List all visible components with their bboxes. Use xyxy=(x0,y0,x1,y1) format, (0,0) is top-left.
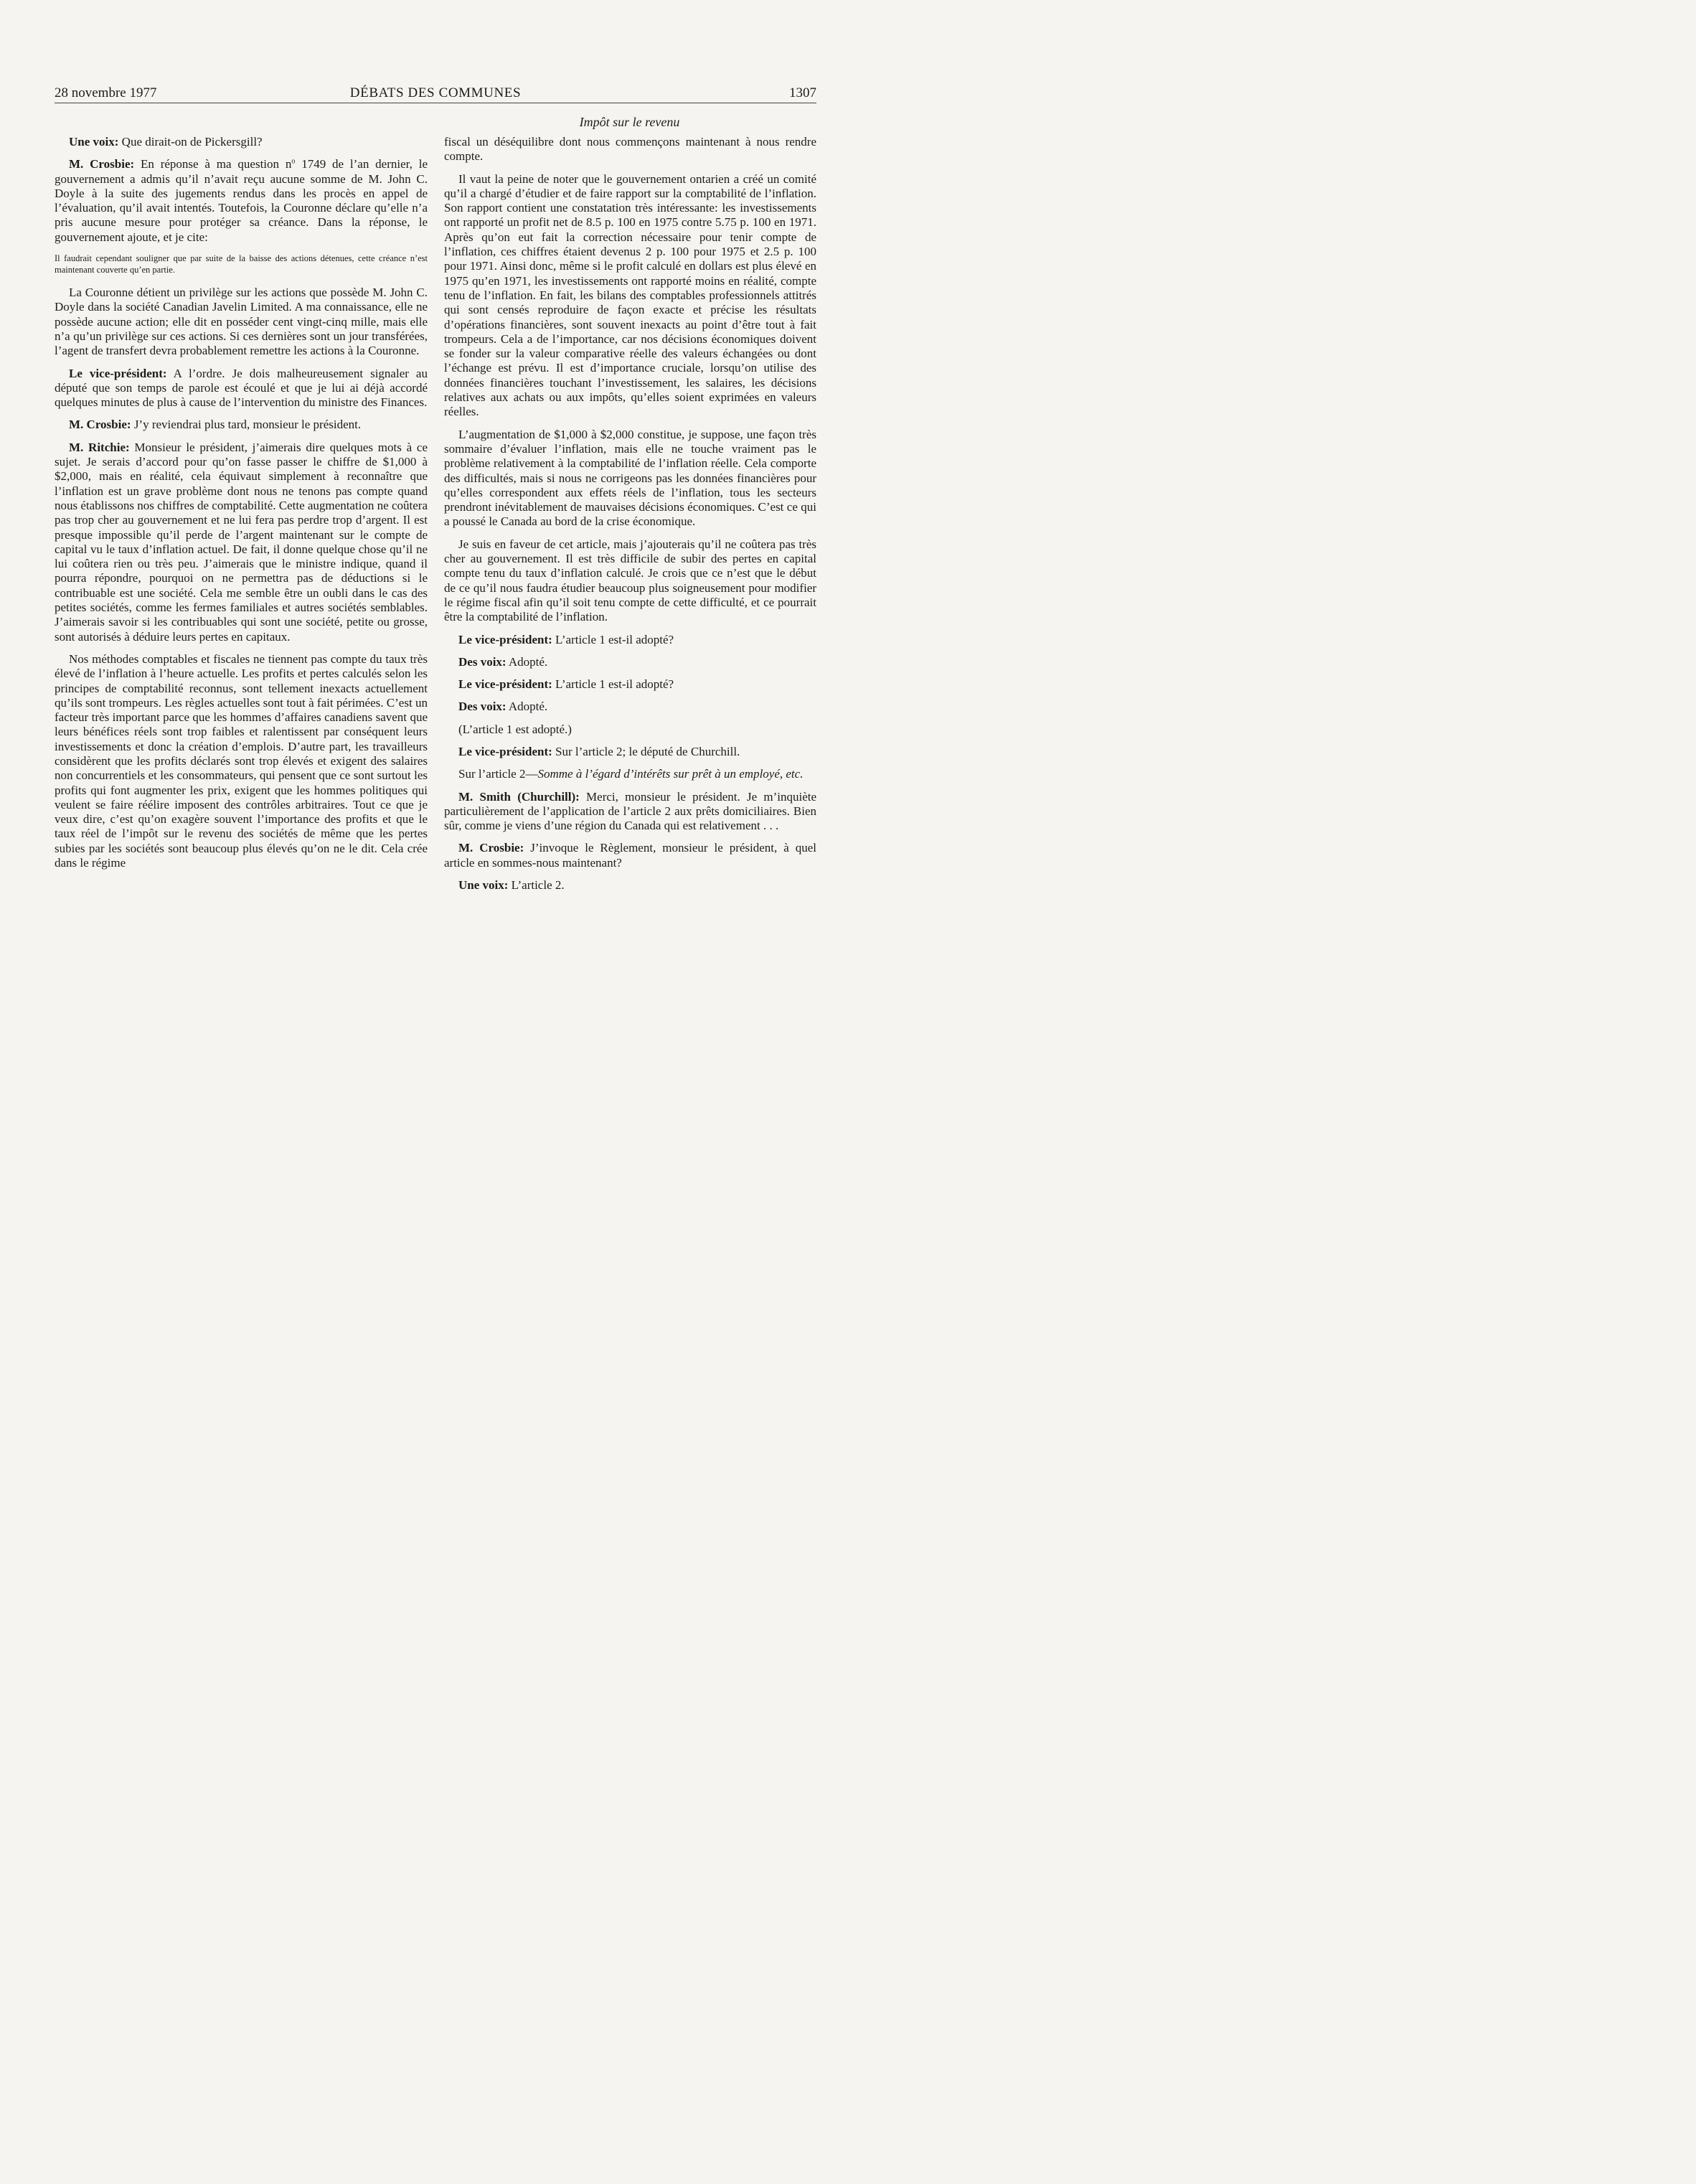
paragraph xyxy=(444,745,816,759)
paragraph: L’augmentation de $1,000 à $2,000 constitue, je suppose, une façon très sommaire d’évaluer l’inflation, mais elle ne touche vraiment pas le problème relativement à la comptabilité de l’inflation réelle. Cela comporte des difficultés, mais si nous ne corrigeons pas les données financières pour qu’elles correspondent aux effets réels de l’inflation, tous les secteurs prendront inévitablement de mauvaises décisions économiques. C’est ce qui a poussé le Canada au bord de la crise économique. xyxy=(444,427,816,529)
speaker-name: Le vice-président: xyxy=(458,744,552,758)
speech-text: L’article 1 est-il adopté? xyxy=(552,632,674,646)
speech-text: L’article 1 est-il adopté? xyxy=(552,677,674,692)
paragraph: La Couronne détient un privilège sur les actions que possède M. John C. Doyle dans la société Canadian Javelin Limited. A ma connaissance, elle ne possède aucune action; elle dit en posséder cent vingt-cinq mille, mais elle n’a qu’un privilège sur ces actions. Si ces dernières sont un jour transférées, l’agent de transfert devra probablement remettre les actions à la Couronne. xyxy=(55,286,428,358)
paragraph: Il vaut la peine de noter que le gouvernement ontarien a créé un comité qu’il a chargé d’étudier et de faire rapport sur la comptabilité de l’inflation. Son rapport contient une constatation très intéressante: les investissements ont rapporté un profit net de 8.5 p. 100 en 1975 contre 5.75 p. 100 en 1971. Après qu’on eut fait la correction nécessaire pour tenir compte de l’inflation, ces chiffres étaient devenus 2 p. 100 pour 1975 et 2.5 p. 100 pour 1971. Ainsi donc, même si le profit calculé en dollars est plus élevé en 1975 qu’en 1971, les investissements ont rapporté moins en réalité, compte tenu de l’inflation. En fait, les bilans des comptables professionnels attitrés qui sont censés reproduire de façon exacte et précise les résultats d’opérations financières, sont souvent inexacts au point d’être tout à fait trompeurs. Cela a de l’importance, car nos décisions économiques doivent se fonder sur la valeur comparative réelle des valeurs échangées ou dont l’échange est prévu. Il est d’importance cruciale, lorsqu’on utilise des données financières touchant l’investissement, les salaires, les décisions relatives aux achats ou aux impôts, qu’elles soient exprimées en valeurs réelles. xyxy=(444,171,816,419)
paragraph xyxy=(444,633,816,647)
italic-text: Somme à l’égard d’intérêts sur prêt à un employé, etc. xyxy=(537,767,804,781)
speaker-name: M. Crosbie: xyxy=(69,157,135,171)
paragraph xyxy=(444,767,816,781)
paragraph xyxy=(55,418,428,432)
speech-text: L’article 2. xyxy=(508,878,565,893)
right-column xyxy=(444,135,816,900)
speech-text: A l’ordre. Je dois malheureusement signaler au député que son temps de parole est écoulé et que je lui ai déjà accordé quelques minutes de plus à cause de l’intervention du ministre des Finances. xyxy=(55,366,428,410)
page-number: 1307 xyxy=(789,85,816,100)
paragraph xyxy=(55,441,428,644)
paragraph xyxy=(55,157,428,245)
paragraph xyxy=(444,790,816,834)
speech-text: Merci, monsieur le président. Je m’inquiète particulièrement de l’application de l’article 2 aux prêts domiciliaires. Bien sûr, comme je viens d’une région du Canada qui est relativement . . . xyxy=(444,789,817,833)
speaker-name: Des voix: xyxy=(458,654,507,669)
paragraph xyxy=(444,677,816,692)
speaker-name: M. Crosbie: xyxy=(69,418,131,432)
paragraph: (L’article 1 est adopté.) xyxy=(458,722,572,736)
page-header xyxy=(55,85,816,103)
speaker-name: Le vice-président: xyxy=(69,366,167,380)
superscript: o xyxy=(291,157,296,166)
left-column xyxy=(55,135,428,878)
paragraph xyxy=(55,367,428,410)
speech-text: 1749 de l’an dernier, le gouvernement a admis qu’il n’avait reçu aucune somme de M. John C. Doyle à la suite des jugements rendus dans les procès en appel de l’évaluation, qu’il avait intentés. Toutefois, la Couronne déclare qu’elle n’a pris aucune mesure pour protéger sa créance. Dans la réponse, le gouvernement ajoute, et je cite: xyxy=(55,157,428,244)
section-title: Impôt sur le revenu xyxy=(579,115,680,129)
speaker-name: Une voix: xyxy=(69,135,119,149)
paragraph xyxy=(444,841,816,870)
paragraph: Nos méthodes comptables et fiscales ne tiennent pas compte du taux très élevé de l’inflation à l’heure actuelle. Les profits et pertes calculés selon les principes de comptabilité reconnus, sont tellement inexacts actuellement qu’ils sont trompeurs. Les règles actuelles sont tout à fait périmées. C’est un facteur très important parce que les hommes d’affaires canadiens savent que leurs bénéfices réels sont trop faibles et ralentissent par conséquent leurs investissements et donc la création d’emplois. D’autre part, les travailleurs considèrent que les profits déclarés sont trop élevés et exigent des salaires non concurrentiels et les consommateurs, qui pensent que ce sont surtout les profits qui font augmenter les prix, exigent que les hommes politiques qui veulent se faire réélire imposent des contrôles arbitraires. Tout ce que je veux dire, c’est qu’on exagère souvent l’importance des profits et que le taux réel de l’impôt sur le revenu des sociétés de même que les pertes subies par les sociétés sont beaucoup plus élevés qu’on ne le dit. Cela crée dans le régime xyxy=(55,651,428,870)
header-title: DÉBATS DES COMMUNES xyxy=(349,85,522,100)
speech-text: J’invoque le Règlement, monsieur le président, à quel article en sommes-nous maintenant? xyxy=(444,841,817,870)
header-date: 28 novembre 1977 xyxy=(55,85,157,100)
paragraph xyxy=(444,878,816,893)
speech-text: Adopté. xyxy=(506,700,548,714)
paragraph xyxy=(444,700,816,714)
speaker-name: Des voix: xyxy=(458,700,507,714)
document-page xyxy=(0,0,874,1125)
paragraph: fiscal un déséquilibre dont nous commençons maintenant à nous rendre compte. xyxy=(444,135,816,164)
paragraph xyxy=(444,655,816,669)
speech-text: Adopté. xyxy=(506,654,548,669)
paragraph: Je suis en faveur de cet article, mais j’ajouterais qu’il ne coûtera pas très cher au gouvernement. Il est très difficile de subir des pertes en capital compte tenu du taux d’inflation calculé. Je crois que ce n’est que le début de ce qu’il nous faudra étudier beaucoup plus soigneusement pour modifier le régime fiscal afin qu’il soit tenu compte de cette difficulté, et ce pourrait être la comptabilité de l’inflation. xyxy=(444,537,816,624)
speech-text: Monsieur le président, j’aimerais dire quelques mots à ce sujet. Je serais d’accord pour qu’on fasse passer le chiffre de $1,000 à $2,000, mais en réalité, cela équivaut simplement à reconnaître que l’inflation est un grave problème dont nous ne tenons pas compte quand nous établissons nos chiffres de comptabilité. Cette augmentation ne coûtera pas trop cher au gouvernement et ne lui fera pas perdre trop d’argent. Il est presque impossible qu’il perde de l’argent maintenant sur le compte de capital vu le taux d’inflation actuel. De fait, il donne quelque chose qu’il ne lui coûtera rien ou très peu. J’aimerais que le ministre indique, quand il pourra répondre, pourquoi on ne permettra pas de déductions si le contribuable est une société. Cela me semble être un oubli dans le cas des petites sociétés, comme les fermes familiales et autres sociétés semblables. J’aimerais savoir si les contribuables qui sont une société, petite ou grosse, sont autorisés à déduire leurs pertes en capitaux. xyxy=(55,440,428,644)
speech-text: En réponse à ma question n xyxy=(134,157,292,171)
speech-text: J’y reviendrai plus tard, monsieur le président. xyxy=(131,418,362,432)
block-quote: Il faudrait cependant souligner que par suite de la baisse des actions détenues, cette créance n’est maintenant couverte qu’en partie. xyxy=(55,253,428,276)
speech-text: Sur l’article 2— xyxy=(458,767,538,781)
speaker-name: M. Smith (Churchill): xyxy=(458,789,580,804)
speaker-name: M. Crosbie: xyxy=(458,841,524,855)
speaker-name: Une voix: xyxy=(458,878,509,893)
speech-text: Que dirait-on de Pickersgill? xyxy=(118,135,263,149)
speech-text: Sur l’article 2; le député de Churchill. xyxy=(552,744,740,758)
speaker-name: Le vice-président: xyxy=(458,632,552,646)
speaker-name: M. Ritchie: xyxy=(69,440,130,454)
speaker-name: Le vice-président: xyxy=(458,677,552,692)
paragraph xyxy=(55,135,428,149)
